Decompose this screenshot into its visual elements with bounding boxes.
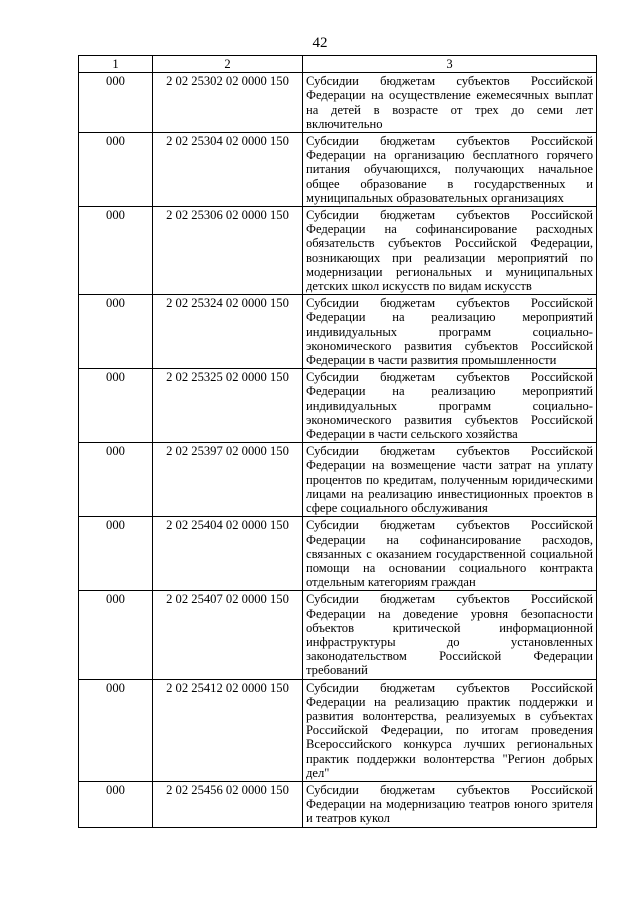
table-row <box>79 133 597 207</box>
income-code-cell: 2 02 25412 02 0000 150 <box>153 679 303 781</box>
income-code-cell: 2 02 25302 02 0000 150 <box>153 73 303 133</box>
description-cell: Субсидии бюджетам субъектов Российской Федерации на софинансирование расходов, связанных с оказанием государственной социальной помощи на основании социального контракта отдельным категориям граждан <box>303 517 597 591</box>
income-code-cell: 2 02 25324 02 0000 150 <box>153 295 303 369</box>
income-code-cell: 2 02 25306 02 0000 150 <box>153 207 303 295</box>
income-code-cell: 2 02 25325 02 0000 150 <box>153 369 303 443</box>
table-row <box>79 591 597 679</box>
column-header-3: 3 <box>303 56 597 73</box>
table-row <box>79 73 597 133</box>
table-header-row <box>79 56 597 73</box>
income-code-cell: 2 02 25397 02 0000 150 <box>153 443 303 517</box>
description-cell: Субсидии бюджетам субъектов Российской Федерации на доведение уровня безопасности объектов критической информационной инфраструктуры до установленных законодательством Российской Федерации требований <box>303 591 597 679</box>
description-cell: Субсидии бюджетам субъектов Российской Федерации на осуществление ежемесячных выплат на детей в возрасте от трех до семи лет включительно <box>303 73 597 133</box>
column-header-2: 2 <box>153 56 303 73</box>
description-cell: Субсидии бюджетам субъектов Российской Федерации на реализацию мероприятий индивидуальных программ социально-экономического развития субъектов Российской Федерации в части развития промышленности <box>303 295 597 369</box>
admin-code-cell: 000 <box>79 591 153 679</box>
description-cell: Субсидии бюджетам субъектов Российской Федерации на реализацию мероприятий индивидуальных программ социально-экономического развития субъектов Российской Федерации в части сельского хозяйства <box>303 369 597 443</box>
admin-code-cell: 000 <box>79 443 153 517</box>
description-cell: Субсидии бюджетам субъектов Российской Федерации на возмещение части затрат на уплату процентов по кредитам, полученным юридическими лицами на реализацию инвестиционных проектов в сфере социального обслуживания <box>303 443 597 517</box>
admin-code-cell: 000 <box>79 781 153 827</box>
income-code-cell: 2 02 25404 02 0000 150 <box>153 517 303 591</box>
table-row <box>79 781 597 827</box>
description-cell: Субсидии бюджетам субъектов Российской Федерации на реализацию практик поддержки и развития волонтерства, реализуемых в субъектах Российской Федерации, по итогам проведения Всероссийского конкурса лучших региональных практик поддержки волонтерства "Регион добрых дел" <box>303 679 597 781</box>
admin-code-cell: 000 <box>79 73 153 133</box>
income-code-cell: 2 02 25304 02 0000 150 <box>153 133 303 207</box>
income-code-cell: 2 02 25407 02 0000 150 <box>153 591 303 679</box>
admin-code-cell: 000 <box>79 369 153 443</box>
page-number: 42 <box>312 35 328 51</box>
table-row <box>79 295 597 369</box>
table-row <box>79 443 597 517</box>
income-code-cell: 2 02 25456 02 0000 150 <box>153 781 303 827</box>
column-header-1: 1 <box>79 56 153 73</box>
description-cell: Субсидии бюджетам субъектов Российской Федерации на организацию бесплатного горячего питания обучающихся, получающих начальное общее образование в государственных и муниципальных образовательных организациях <box>303 133 597 207</box>
admin-code-cell: 000 <box>79 133 153 207</box>
table-row <box>79 369 597 443</box>
admin-code-cell: 000 <box>79 295 153 369</box>
admin-code-cell: 000 <box>79 207 153 295</box>
table-row <box>79 207 597 295</box>
admin-code-cell: 000 <box>79 517 153 591</box>
budget-classification-table <box>78 55 597 828</box>
description-cell: Субсидии бюджетам субъектов Российской Федерации на софинансирование расходных обязательств субъектов Российской Федерации, возникающих при реализации мероприятий по модернизации региональных и муниципальных детских школ искусств по видам искусств <box>303 207 597 295</box>
description-cell: Субсидии бюджетам субъектов Российской Федерации на модернизацию театров юного зрителя и театров кукол <box>303 781 597 827</box>
table-row <box>79 517 597 591</box>
table-row <box>79 679 597 781</box>
admin-code-cell: 000 <box>79 679 153 781</box>
